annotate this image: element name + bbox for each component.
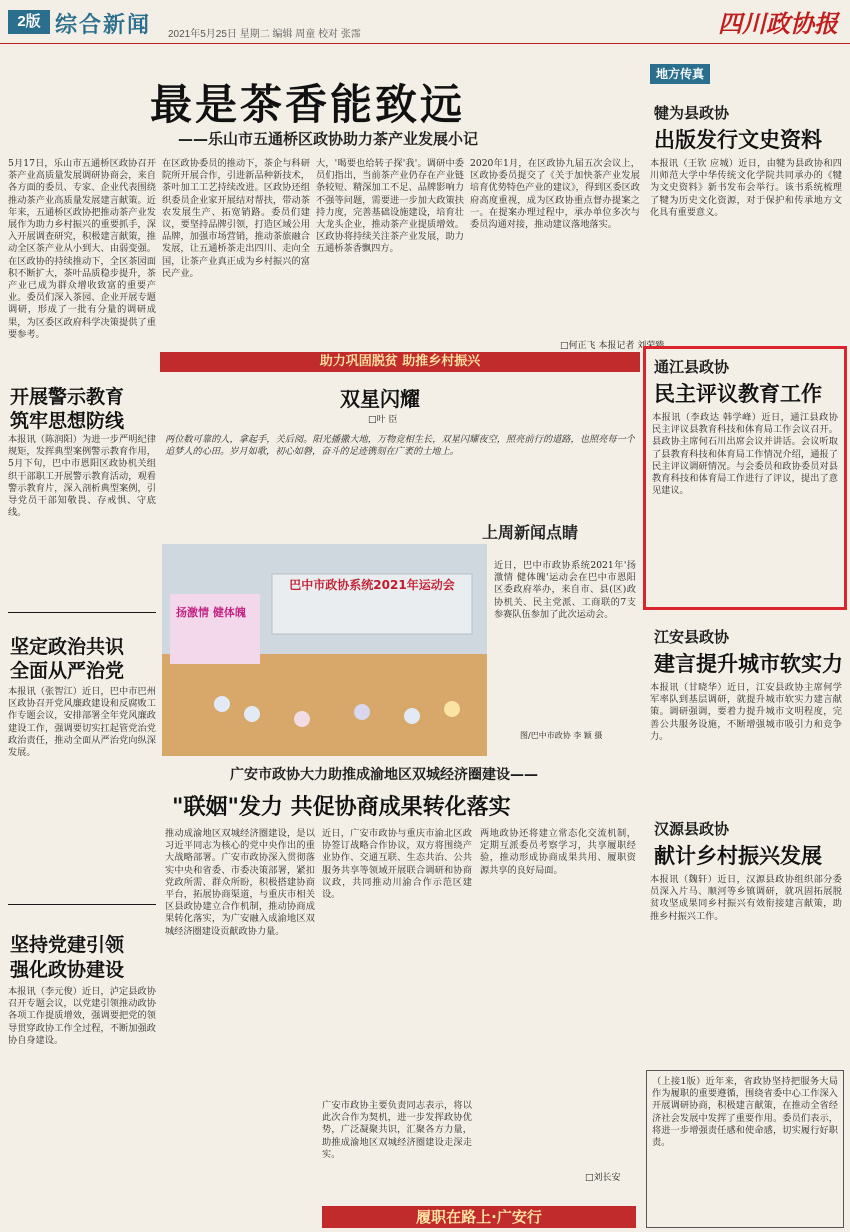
- left-divider-1: [8, 612, 156, 613]
- edition-badge: 2版: [8, 10, 50, 34]
- r1-kicker: 犍为县政协: [654, 104, 730, 122]
- r2-text: 本报讯（李政达 韩学峰）近日，通江县政协民主评议县教育科技和体育局工作会议召开。县政协主席何石川出席会议并讲话。会议听取了县教育科技和体育局工作情况介绍，通报了民主评议调研情况。与会委员和政协委员对县教育科技和体育局工作进行了评议，提出了意见建议。: [652, 412, 838, 497]
- left-a1-title-2: 筑牢思想防线: [10, 410, 125, 432]
- lead-col-3: 大，'喝要也给转子探'我'。调研中委员们指出，当前茶产业仍存在产业链条较短、精深加工不足、品牌影响力不强等问题，需要进一步加大政策扶持力度，完善基础设施建设，培育壮大龙头企业，推动茶产业提质增效。区政协将持续关注茶产业发展，助力五通桥茶香飘四方。: [316, 158, 464, 255]
- essay-text: 两位数可靠的人，拿起手，关后阅。阳光播撒大地，万物竞相生长，双星闪耀夜空，照亮前行的道路，也照亮每一个追梦人的心田。岁月如歌，初心如磐，奋斗的足迹镌刻在广袤的土地上。: [165, 434, 635, 458]
- r4-kicker: 汉源县政协: [654, 820, 730, 838]
- feature-author: □刘长安: [585, 1173, 621, 1183]
- photo-caption: 近日，巴中市政协系统2021年'扬激情 健体魄'运动会在巴中市恩阳区委政府举办，来自市、县(区)政协机关、民主党派、工商联的7支参赛队伍参加了此次运动会。: [494, 560, 636, 620]
- section-title: 综合新闻: [55, 13, 152, 38]
- r5-text: （上接1版）近年来，省政协坚持把服务大局作为履职的重要遵循，围绕省委中心工作深入开展调研协商，积极建言献策，在推动全省经济社会发展中发挥了重要作用。委员们表示，将进一步增强责任感和使命感，切实履行好职责。: [652, 1076, 838, 1149]
- left-a3-title-1: 坚持党建引领: [10, 934, 125, 956]
- feature-kicker: 广安市政协大力助推成渝地区双城经济圈建设——: [230, 767, 538, 783]
- feature-footer-band: [322, 1206, 636, 1228]
- weekly-label-text: 上周新闻点睛: [482, 523, 579, 542]
- lead-author: □何正飞 本报记者 刘荣臻: [560, 341, 665, 351]
- masthead-logo: 四川政协报: [718, 9, 838, 38]
- left-a3-title-2: 强化政协建设: [10, 959, 125, 981]
- feature-col-4: 广安市政协主要负责同志表示，将以此次合作为契机，进一步发挥政协优势，广泛凝聚共识，汇聚各方力量，助推成渝地区双城经济圈建设走深走实。: [322, 1100, 472, 1160]
- essay-title: 双星闪耀: [340, 387, 420, 411]
- r4-title: 献计乡村振兴发展: [654, 844, 822, 868]
- photo-credit: 图/巴中市政协 李 颖 摄: [520, 731, 603, 740]
- photo-sign: 巴中市政协系统2021年运动会: [289, 578, 455, 592]
- r3-title: 建言提升城市软实力: [654, 652, 843, 676]
- left-a2-title-1: 坚定政治共识: [10, 636, 125, 658]
- right-tag: [650, 64, 710, 84]
- lead-col-4: 2020年1月，在区政协九届五次会议上，区政协委员提交了《关于加快茶产业发展 培育优势特色产业的建议》，得到区委区政府高度重视，成为区政协重点督办提案之一。在提案办理过程中，承办单位多次与委员沟通对接，推动建议落地落实。: [470, 158, 640, 231]
- r2-title: 民主评议教育工作: [654, 382, 822, 406]
- sports-photo: [162, 544, 487, 756]
- r3-kicker: 江安县政协: [654, 628, 730, 646]
- r1-text: 本报讯（王钦 应城）近日，由犍为县政协和四川师范大学中华传统文化学院共同承办的《犍为文史资料》新书发布会举行。该书系统梳理了犍为历史文化资源，对于保护和传承地方文化具有重要意义。: [650, 158, 842, 218]
- r4-text: 本报讯（魏轩）近日，汉源县政协组织部分委员深入片马、顺河等乡镇调研，就巩固拓展脱贫攻坚成果同乡村振兴有效衔接建言献策，助推乡村振兴工作。: [650, 874, 842, 922]
- r3-text: 本报讯（甘晓华）近日，江安县政协主席何学军率队到基层调研，就提升城市软实力建言献策。调研强调，要着力提升城市文明程度，完善公共服务设施，不断增强城市吸引力和竞争力。: [650, 682, 842, 742]
- lead-col-2: 在区政协委员的推动下，茶企与科研院所开展合作，引进新品种新技术，茶叶加工工艺持续改进。区政协还组织委员企业家开展结对帮扶，带动茶农发展生产、拓宽销路。委员们建议，要坚持品牌引领，打造区域公用品牌，加强市场营销，推动茶旅融合发展，让五通桥茶走出四川、走向全国，让茶产业真正成为乡村振兴的富民产业。: [162, 158, 310, 279]
- rural-banner: [160, 352, 640, 372]
- r2-kicker: 通江县政协: [654, 358, 730, 376]
- essay-author: □叶 臣: [368, 415, 398, 425]
- photo-sub: 扬激情 健体魄: [176, 606, 246, 619]
- left-divider-2: [8, 904, 156, 905]
- right-tag-text: 地方传真: [655, 67, 704, 81]
- left-a2-title-2: 全面从严治党: [10, 660, 125, 682]
- left-a1-text: 本报讯（陈润阳）为进一步严明纪律规矩，发挥典型案例警示教育作用，5月下旬，巴中市恩阳区政协机关组织干部职工开展警示教育活动，观看警示教育片，深入剖析典型案例，引导党员干部知敬畏、存戒惧、守底线。: [8, 434, 156, 519]
- left-a2-text: 本报讯（张智江）近日，巴中市巴州区政协召开党风廉政建设和反腐败工作专题会议，安排部署全年党风廉政建设工作，强调要切实扛起管党治党政治责任，推动全面从严治党向纵深发展。: [8, 686, 156, 759]
- lead-title: 最是茶香能致远: [150, 80, 466, 129]
- left-a1-title-1: 开展警示教育: [10, 386, 125, 408]
- lead-subtitle: ——乐山市五通桥区政协助力茶产业发展小记: [178, 130, 479, 148]
- left-a3-text: 本报讯（李元俊）近日，泸定县政协召开专题会议，以党建引领推动政协各项工作提质增效，强调要把党的领导贯穿政协工作全过程，不断加强政协自身建设。: [8, 986, 156, 1046]
- feature-col-2: 近日，广安市政协与重庆市渝北区政协签订战略合作协议，双方将围绕产业协作、交通互联、生态共治、公共服务共享等领域开展联合调研和协商议政，共同推动川渝合作示范区建设。: [322, 828, 472, 901]
- weekly-label: [482, 520, 578, 543]
- dateline: 2021年5月25日 星期二 编辑 周童 校对 张霈: [168, 29, 361, 40]
- feature-title: "联姻"发力 共促协商成果转化落实: [172, 795, 511, 820]
- lead-col-1: 5月17日，乐山市五通桥区政协召开茶产业高质量发展调研协商会，来自各方面的委员、专家、企业代表围绕推动茶产业高质量发展建言献策。近年来，五通桥区政协把推动茶产业发展作为助力乡村振兴的重要抓手，深入开展调查研究，积极建言献策，推动全区茶产业从小到大、由弱变强。在区政协的持续推动下，全区茶园面积不断扩大，茶叶品质稳步提升，茶产业已成为群众增收致富的重要产业。委员们深入茶园、企业开展专题调研，形成了一批有分量的调研成果，为区委区政府科学决策提供了重要参考。: [8, 158, 156, 340]
- rural-banner-text: 助力巩固脱贫 助推乡村振兴: [319, 354, 481, 369]
- feature-col-3: 两地政协还将建立常态化交流机制，定期互派委员考察学习，共享履职经验，推动形成协商成果共用、履职资源共享的良好局面。: [480, 828, 636, 876]
- feature-col-1: 推动成渝地区双城经济圈建设，是以习近平同志为核心的党中央作出的重大战略部署。广安市政协深入贯彻落实中央和省委、市委决策部署，紧扣党政所需、群众所盼，积极搭建协商平台，拓展协商渠道，与重庆市相关区县政协建立合作机制，推动协商成果转化落实，为广安融入成渝地区双城经济圈建设贡献政协力量。: [165, 828, 315, 937]
- r1-title: 出版发行文史资料: [654, 128, 822, 152]
- feature-footer-text: 履职在路上·广安行: [416, 1208, 542, 1226]
